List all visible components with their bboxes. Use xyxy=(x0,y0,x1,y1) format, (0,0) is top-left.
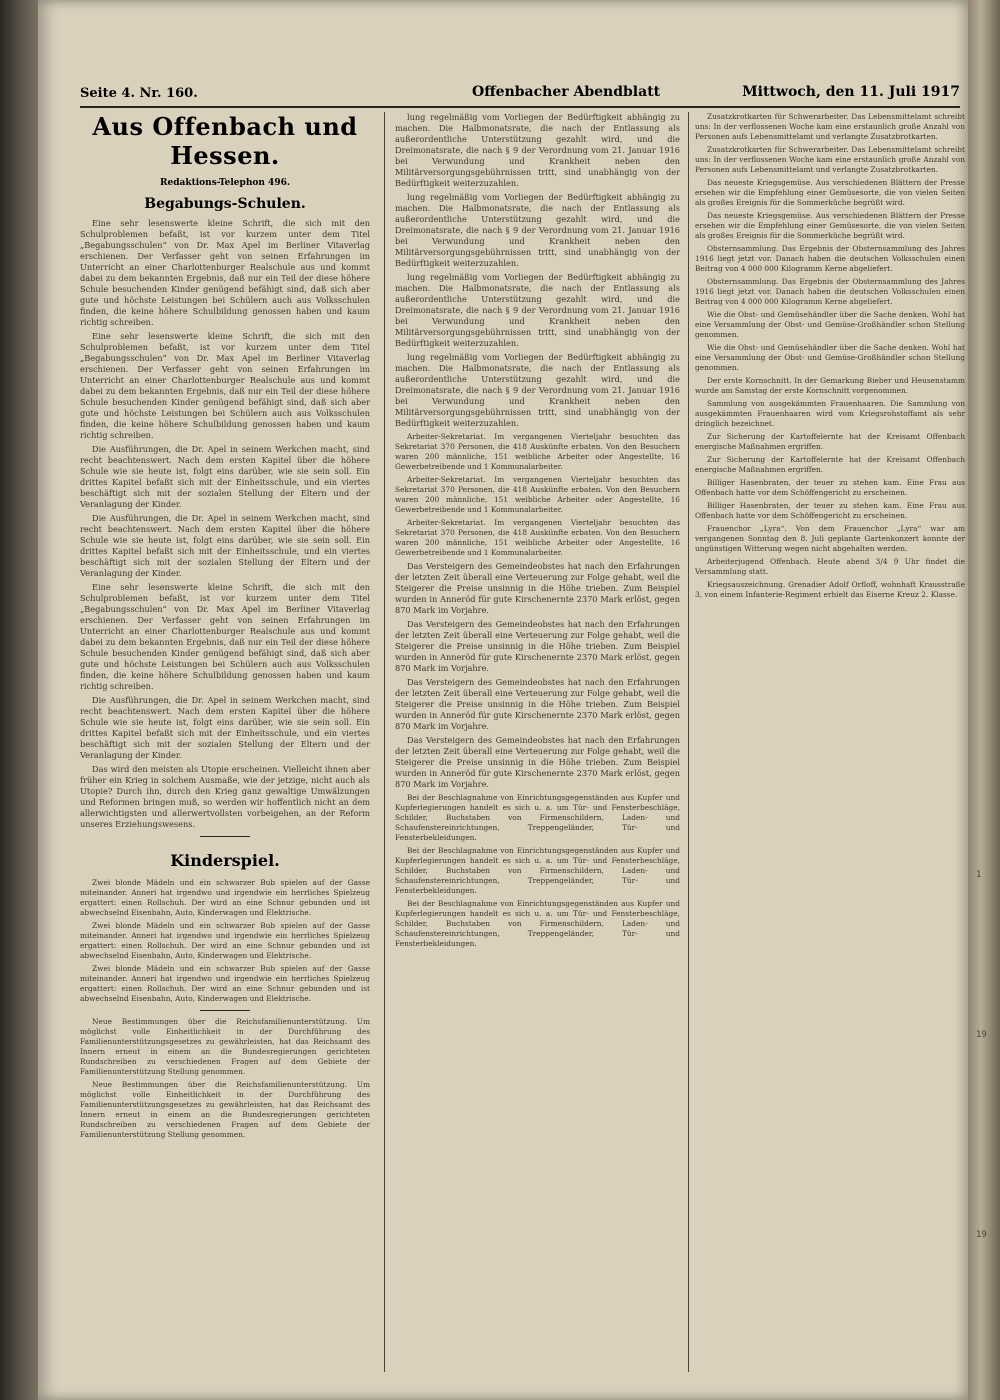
article-paragraph: Zusatzkrotkarten für Schwerarbeiter. Das Lebensmittelamt schreibt uns: In der verflossenen Woche kam eine erstaunlich große Anzahl von Personen aufs Lebensmittelamt und verlangte Zusatzbrotkarten. xyxy=(695,145,965,174)
book-binding xyxy=(0,0,38,1400)
article-paragraph: Das Versteigern des Gemeindeobstes hat nach den Erfahrungen der letzten Zeit überall eine Verteuerung zur Folge gehabt, weil die Steigerer die Preise unsinnig in die Höhe trieben. Zum Beispiel wurden in Anneröd für gute Kirschenernte 2370 Mark erlöst, gegen 870 Mark im Vorjahre. xyxy=(395,619,680,673)
header-rule xyxy=(80,106,960,108)
article-paragraph: Neue Bestimmungen über die Reichsfamilienunterstützung. Um möglichst volle Einheitlichkeit in der Durchführung des Familienunterstützungsgesetzes zu gewährleisten, hat das Reichsamt des Innern erneut in einem an die Bundesregierungen gerichteten Rundschreiben zu verschiedenen Fragen auf dem Gebiete der Familienunterstützung Stellung genommen. xyxy=(80,1080,370,1139)
article-paragraph: Arbeiterjugend Offenbach. Heute abend 3/4 9 Uhr findet die Versammlung statt. xyxy=(695,557,965,576)
article-paragraph: Das Versteigern des Gemeindeobstes hat nach den Erfahrungen der letzten Zeit überall eine Verteuerung zur Folge gehabt, weil die Steigerer die Preise unsinnig in die Höhe trieben. Zum Beispiel wurden in Anneröd für gute Kirschenernte 2370 Mark erlöst, gegen 870 Mark im Vorjahre. xyxy=(395,735,680,789)
article-paragraph: lung regelmäßig vom Vorliegen der Bedürftigkeit abhängig zu machen. Die Halbmonatsrate, die nach der Entlassung als außerordentliche Unterstützung gezahlt wird, und die Dreimonatsrate, die nach § 9 der Verordnung vom 21. Januar 1916 bei Verwundung und Krankheit neben den Militärversorgungsgebührnissen tritt, sind unabhängig von der Bedürftigkeit weiterzuzahlen. xyxy=(395,272,680,348)
newspaper-name: Offenbacher Abendblatt xyxy=(472,84,661,100)
article-paragraph: Kriegsauszeichnung. Grenadier Adolf Orfloff, wohnhaft Krausstraße 3, von einem Infanterie-Regiment erhielt das Eiserne Kreuz 2. Klasse. xyxy=(695,580,965,599)
article-paragraph: Wie die Obst- und Gemüsehändler über die Sache denken. Wohl hat eine Versammlung der Obst- und Gemüse-Großhändler schon Stellung genommen. xyxy=(695,310,965,339)
telephone-line: Redaktions-Telephon 496. xyxy=(160,178,290,188)
separator xyxy=(200,836,250,837)
separator xyxy=(200,1010,250,1011)
article-paragraph: Die Ausführungen, die Dr. Apel in seinem Werkchen macht, sind recht beachtenswert. Nach dem ersten Kapitel über die höhere Schule wie sie heute ist, folgt eins darüber, wie sie sein soll. Ein drittes Kapitel befaßt sich mit der Einheitsschule, und ein viertes beschäftigt sich mit der sozialen Stellung der Eltern und der Veranlagung der Kinder. xyxy=(80,695,370,760)
column-divider xyxy=(688,112,689,1372)
article-paragraph: Der erste Kornschnitt. In der Gemarkung Bieber und Heusenstamm wurde am Samstag der erste Kornschnitt vorgenommen. xyxy=(695,376,965,395)
column-1 xyxy=(80,112,370,1143)
article-paragraph: Eine sehr lesenswerte kleine Schrift, die sich mit den Schulproblemen befaßt, ist vor kurzem unter dem Titel „Begabungsschulen“ von Dr. Max Apel im Berliner Vitaverlag erschienen. Der Verfasser geht von seinen Erfahrungen im Unterricht an einer Charlottenburger Realschule aus und kommt dabei zu dem bekannten Ergebnis, daß nur ein Teil der diese höhere Schule besuchenden Kinder genügend befähigt sind, daß sich aber gute und höchste Leistungen bei Schülern auch aus Volksschulen finden, die keine höhere Schulbildung genossen haben und kaum richtig schreiben. xyxy=(80,218,370,327)
article-paragraph: Das Versteigern des Gemeindeobstes hat nach den Erfahrungen der letzten Zeit überall eine Verteuerung zur Folge gehabt, weil die Steigerer die Preise unsinnig in die Höhe trieben. Zum Beispiel wurden in Anneröd für gute Kirschenernte 2370 Mark erlöst, gegen 870 Mark im Vorjahre. xyxy=(395,677,680,731)
article-paragraph: Bei der Beschlagnahme von Einrichtungsgegenständen aus Kupfer und Kupferlegierungen handelt es sich u. a. um Tür- und Fensterbeschläge, Schilder, Buchstaben von Firmenschildern, Laden- und Schaufenstereinrichtungen, Treppengeländer, Tür- und Fensterbekleidungen. xyxy=(395,899,680,948)
article-paragraph: Zusatzkrotkarten für Schwerarbeiter. Das Lebensmittelamt schreibt uns: In der verflossenen Woche kam eine erstaunlich große Anzahl von Personen aufs Lebensmittelamt und verlangte Zusatzbrotkarten. xyxy=(695,112,965,141)
next-page-edge xyxy=(968,0,1000,1400)
article-paragraph: Billiger Hasenbraten, der teuer zu stehen kam. Eine Frau aus Offenbach hatte vor dem Schöffengericht zu erscheinen. xyxy=(695,478,965,497)
article-paragraph: Das neueste Kriegsgemüse. Aus verschiedenen Blättern der Presse ersehen wir die Empfehlung einer Gemüsesorte, die von vielen Seiten als großes Ereignis für die Sommerküche begrüßt wird. xyxy=(695,178,965,207)
article-paragraph: Zur Sicherung der Kartoffelernte hat der Kreisamt Offenbach energische Maßnahmen ergriffen. xyxy=(695,432,965,451)
column-2 xyxy=(395,112,680,952)
article-paragraph: Sammlung von ausgekämmten Frauenhaaren. Die Sammlung von ausgekämmten Frauenhaaren wird vom Kriegsrohstoffamt als sehr dringlich bezeichnet. xyxy=(695,399,965,428)
edge-mark: 19 xyxy=(976,1030,987,1040)
article-paragraph: Bei der Beschlagnahme von Einrichtungsgegenständen aus Kupfer und Kupferlegierungen handelt es sich u. a. um Tür- und Fensterbeschläge, Schilder, Buchstaben von Firmenschildern, Laden- und Schaufenstereinrichtungen, Treppengeländer, Tür- und Fensterbekleidungen. xyxy=(395,846,680,895)
article-paragraph: Obsternsammlung. Das Ergebnis der Obsternsammlung des Jahres 1916 liegt jetzt vor. Danach haben die deutschen Volksschulen einen Beitrag von 4 000 000 Kilogramm Kerne abgeliefert. xyxy=(695,277,965,306)
issue-date: Mittwoch, den 11. Juli 1917 xyxy=(742,84,960,100)
article-paragraph: Eine sehr lesenswerte kleine Schrift, die sich mit den Schulproblemen befaßt, ist vor kurzem unter dem Titel „Begabungsschulen“ von Dr. Max Apel im Berliner Vitaverlag erschienen. Der Verfasser geht von seinen Erfahrungen im Unterricht an einer Charlottenburger Realschule aus und kommt dabei zu dem bekannten Ergebnis, daß nur ein Teil der diese höhere Schule besuchenden Kinder genügend befähigt sind, daß sich aber gute und höchste Leistungen bei Schülern auch aus Volksschulen finden, die keine höhere Schulbildung genossen haben und kaum richtig schreiben. xyxy=(80,331,370,440)
article-paragraph: Arbeiter-Sekretariat. Im vergangenen Vierteljahr besuchten das Sekretariat 370 Personen, die 418 Auskünfte erbaten. Von den Besuchern waren 200 männliche, 151 weibliche Arbeiter oder Angestellte, 16 Gewerbetreibende und 1 Kommunalarbeiter. xyxy=(395,475,680,514)
article-paragraph: Neue Bestimmungen über die Reichsfamilienunterstützung. Um möglichst volle Einheitlichkeit in der Durchführung des Familienunterstützungsgesetzes zu gewährleisten, hat das Reichsamt des Innern erneut in einem an die Bundesregierungen gerichteten Rundschreiben zu verschiedenen Fragen auf dem Gebiete der Familienunterstützung Stellung genommen. xyxy=(80,1017,370,1076)
page-number: Seite 4. Nr. 160. xyxy=(80,86,198,101)
edge-mark: 1 xyxy=(976,870,982,880)
article-paragraph: Billiger Hasenbraten, der teuer zu stehen kam. Eine Frau aus Offenbach hatte vor dem Schöffengericht zu erscheinen. xyxy=(695,501,965,520)
article-paragraph: lung regelmäßig vom Vorliegen der Bedürftigkeit abhängig zu machen. Die Halbmonatsrate, die nach der Entlassung als außerordentliche Unterstützung gezahlt wird, und die Dreimonatsrate, die nach § 9 der Verordnung vom 21. Januar 1916 bei Verwundung und Krankheit neben den Militärversorgungsgebührnissen tritt, sind unabhängig von der Bedürftigkeit weiterzuzahlen. xyxy=(395,112,680,188)
article-paragraph: Zwei blonde Mädeln und ein schwarzer Bub spielen auf der Gasse miteinander. Anneri hat irgendwo und irgendwie ein herrliches Spielzeug ergattert: einen Rollschuh. Der wird an eine Schnur gebunden und ist abwechselnd Eisenbahn, Auto, Kinderwagen und Elektrische. xyxy=(80,921,370,960)
article-paragraph: Bei der Beschlagnahme von Einrichtungsgegenständen aus Kupfer und Kupferlegierungen handelt es sich u. a. um Tür- und Fensterbeschläge, Schilder, Buchstaben von Firmenschildern, Laden- und Schaufenstereinrichtungen, Treppengeländer, Tür- und Fensterbekleidungen. xyxy=(395,793,680,842)
section-title: Aus Offenbach und Hessen. xyxy=(92,112,358,170)
article-heading: Begabungs-Schulen. xyxy=(144,196,306,212)
article-paragraph: Zur Sicherung der Kartoffelernte hat der Kreisamt Offenbach energische Maßnahmen ergriffen. xyxy=(695,455,965,474)
article-paragraph: Eine sehr lesenswerte kleine Schrift, die sich mit den Schulproblemen befaßt, ist vor kurzem unter dem Titel „Begabungsschulen“ von Dr. Max Apel im Berliner Vitaverlag erschienen. Der Verfasser geht von seinen Erfahrungen im Unterricht an einer Charlottenburger Realschule aus und kommt dabei zu dem bekannten Ergebnis, daß nur ein Teil der diese höhere Schule besuchenden Kinder genügend befähigt sind, daß sich aber gute und höchste Leistungen bei Schülern auch aus Volksschulen finden, die keine höhere Schulbildung genossen haben und kaum richtig schreiben. xyxy=(80,582,370,691)
edge-mark: 19 xyxy=(976,1230,987,1240)
article-paragraph: Obsternsammlung. Das Ergebnis der Obsternsammlung des Jahres 1916 liegt jetzt vor. Danach haben die deutschen Volksschulen einen Beitrag von 4 000 000 Kilogramm Kerne abgeliefert. xyxy=(695,244,965,273)
article-paragraph: Zwei blonde Mädeln und ein schwarzer Bub spielen auf der Gasse miteinander. Anneri hat irgendwo und irgendwie ein herrliches Spielzeug ergattert: einen Rollschuh. Der wird an eine Schnur gebunden und ist abwechselnd Eisenbahn, Auto, Kinderwagen und Elektrische. xyxy=(80,964,370,1003)
article-paragraph: Wie die Obst- und Gemüsehändler über die Sache denken. Wohl hat eine Versammlung der Obst- und Gemüse-Großhändler schon Stellung genommen. xyxy=(695,343,965,372)
article-paragraph: lung regelmäßig vom Vorliegen der Bedürftigkeit abhängig zu machen. Die Halbmonatsrate, die nach der Entlassung als außerordentliche Unterstützung gezahlt wird, und die Dreimonatsrate, die nach § 9 der Verordnung vom 21. Januar 1916 bei Verwundung und Krankheit neben den Militärversorgungsgebührnissen tritt, sind unabhängig von der Bedürftigkeit weiterzuzahlen. xyxy=(395,352,680,428)
article-paragraph: Zwei blonde Mädeln und ein schwarzer Bub spielen auf der Gasse miteinander. Anneri hat irgendwo und irgendwie ein herrliches Spielzeug ergattert: einen Rollschuh. Der wird an eine Schnur gebunden und ist abwechselnd Eisenbahn, Auto, Kinderwagen und Elektrische. xyxy=(80,878,370,917)
article-paragraph: Die Ausführungen, die Dr. Apel in seinem Werkchen macht, sind recht beachtenswert. Nach dem ersten Kapitel über die höhere Schule wie sie heute ist, folgt eins darüber, wie sie sein soll. Ein drittes Kapitel befaßt sich mit der Einheitsschule, und ein viertes beschäftigt sich mit der sozialen Stellung der Eltern und der Veranlagung der Kinder. xyxy=(80,444,370,509)
article-paragraph: Frauenchor „Lyra“. Von dem Frauenchor „Lyra“ war am vergangenen Sonntag den 8. Juli geplante Gartenkonzert konnte der ungünstigen Witterung wegen nicht abgehalten werden. xyxy=(695,524,965,553)
article-paragraph: lung regelmäßig vom Vorliegen der Bedürftigkeit abhängig zu machen. Die Halbmonatsrate, die nach der Entlassung als außerordentliche Unterstützung gezahlt wird, und die Dreimonatsrate, die nach § 9 der Verordnung vom 21. Januar 1916 bei Verwundung und Krankheit neben den Militärversorgungsgebührnissen tritt, sind unabhängig von der Bedürftigkeit weiterzuzahlen. xyxy=(395,192,680,268)
column-3 xyxy=(695,112,965,603)
article-paragraph: Die Ausführungen, die Dr. Apel in seinem Werkchen macht, sind recht beachtenswert. Nach dem ersten Kapitel über die höhere Schule wie sie heute ist, folgt eins darüber, wie sie sein soll. Ein drittes Kapitel befaßt sich mit der Einheitsschule, und ein viertes beschäftigt sich mit der sozialen Stellung der Eltern und der Veranlagung der Kinder. xyxy=(80,513,370,578)
article-paragraph: Das Versteigern des Gemeindeobstes hat nach den Erfahrungen der letzten Zeit überall eine Verteuerung zur Folge gehabt, weil die Steigerer die Preise unsinnig in die Höhe trieben. Zum Beispiel wurden in Anneröd für gute Kirschenernte 2370 Mark erlöst, gegen 870 Mark im Vorjahre. xyxy=(395,561,680,615)
article-heading: Kinderspiel. xyxy=(170,851,280,870)
page-header xyxy=(80,80,960,106)
article-paragraph: Arbeiter-Sekretariat. Im vergangenen Vierteljahr besuchten das Sekretariat 370 Personen, die 418 Auskünfte erbaten. Von den Besuchern waren 200 männliche, 151 weibliche Arbeiter oder Angestellte, 16 Gewerbetreibende und 1 Kommunalarbeiter. xyxy=(395,432,680,471)
column-divider xyxy=(384,112,385,1372)
article-paragraph: Das wird den meisten als Utopie erscheinen. Vielleicht ihnen aber früher ein Krieg in solchem Ausmaße, wie der jetzige, nicht auch als Utopie? Durch ihn, durch den Krieg ganz gewaltige Umwälzungen und Reformen bringen muß, so werden wir hoffentlich nicht an dem allerwichtigsten und allerwertvollsten vorbeigehen, an der Reform unseres Erziehungswesens. xyxy=(80,764,370,829)
article-paragraph: Das neueste Kriegsgemüse. Aus verschiedenen Blättern der Presse ersehen wir die Empfehlung einer Gemüsesorte, die von vielen Seiten als großes Ereignis für die Sommerküche begrüßt wird. xyxy=(695,211,965,240)
article-paragraph: Arbeiter-Sekretariat. Im vergangenen Vierteljahr besuchten das Sekretariat 370 Personen, die 418 Auskünfte erbaten. Von den Besuchern waren 200 männliche, 151 weibliche Arbeiter oder Angestellte, 16 Gewerbetreibende und 1 Kommunalarbeiter. xyxy=(395,518,680,557)
